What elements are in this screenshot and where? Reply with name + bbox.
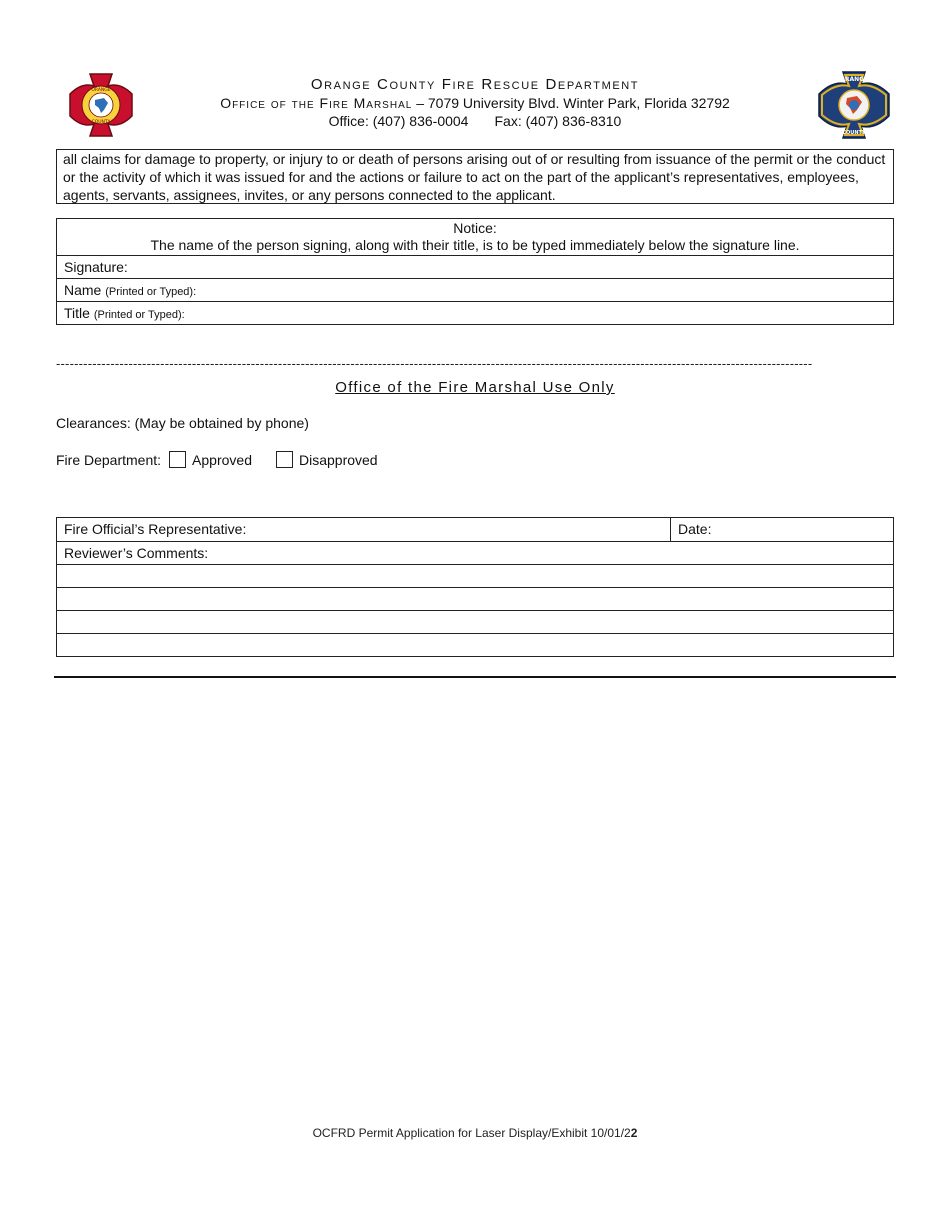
signature-label: Signature: bbox=[64, 259, 128, 275]
approved-label: Approved bbox=[192, 451, 252, 468]
left-logo-top-text: ORANGE bbox=[91, 88, 111, 93]
name-label: Name bbox=[64, 282, 102, 298]
fire-department-label: Fire Department: bbox=[56, 451, 162, 468]
footer-bold-digit: 2 bbox=[630, 1126, 638, 1140]
date-column-divider bbox=[670, 518, 671, 541]
fire-department-row bbox=[56, 451, 378, 468]
comments-line-3[interactable] bbox=[57, 610, 893, 633]
office-of-fire-marshal-label: Office of the Fire Marshal bbox=[220, 95, 413, 111]
claims-paragraph: all claims for damage to property, or injury to or death of persons arising out of or resulting from issuance of the permit or the conduct or the activity of which it was issued for and the actions or failure to act on the part of the applicant’s representatives, employees, agents, servants, assignees, invites, or any persons connected to the applicant. bbox=[56, 149, 894, 204]
representative-field[interactable]: Fire Official’s Representative: bbox=[64, 521, 247, 537]
comments-line-1[interactable] bbox=[57, 564, 893, 587]
approved-checkbox[interactable] bbox=[169, 451, 186, 468]
office-address: – 7079 University Blvd. Winter Park, Florida 32792 bbox=[412, 95, 730, 111]
comments-line-2[interactable] bbox=[57, 587, 893, 610]
contact-line bbox=[160, 113, 790, 129]
reviewer-table bbox=[56, 517, 894, 657]
signature-field[interactable] bbox=[57, 255, 893, 278]
office-use-only-heading: Office of the Fire Marshal Use Only bbox=[335, 379, 615, 396]
fire-rescue-county-logo bbox=[817, 70, 891, 140]
reviewer-comments-label: Reviewer’s Comments: bbox=[64, 545, 209, 561]
representative-row bbox=[57, 518, 893, 541]
notice-block bbox=[57, 220, 893, 254]
date-field[interactable]: Date: bbox=[678, 521, 712, 537]
signature-section bbox=[56, 218, 894, 325]
cut-line-divider: ----------------------------------------------------------------------------------------------------------------------------------------------------------------------- bbox=[56, 356, 813, 371]
comments-label-row bbox=[57, 541, 893, 564]
notice-text: The name of the person signing, along with their title, is to be typed immediately below the signature line. bbox=[150, 237, 800, 253]
footer-form-id: OCFRD Permit Application for Laser Display/Exhibit 10/01/22 bbox=[312, 1126, 638, 1140]
name-printed-note: (Printed or Typed): bbox=[105, 286, 197, 298]
orange-county-fire-logo bbox=[68, 72, 134, 138]
department-title: Orange County Fire Rescue Department bbox=[310, 76, 640, 93]
comments-line-4[interactable] bbox=[57, 633, 893, 656]
name-field[interactable] bbox=[57, 278, 893, 301]
title-field[interactable] bbox=[57, 301, 893, 324]
notice-heading: Notice: bbox=[453, 220, 497, 236]
disapproved-label: Disapproved bbox=[298, 451, 378, 468]
section-end-rule bbox=[54, 676, 896, 678]
right-logo-top-text: ORANGE bbox=[839, 76, 869, 83]
right-logo-bottom-text: COUNTY bbox=[842, 130, 866, 136]
fax-number: Fax: (407) 836-8310 bbox=[494, 113, 622, 129]
title-label: Title bbox=[64, 305, 90, 321]
disapproved-checkbox[interactable] bbox=[276, 451, 293, 468]
clearances-label: Clearances: (May be obtained by phone) bbox=[56, 415, 309, 431]
left-logo-bottom-text: COUNTY bbox=[91, 120, 111, 125]
office-phone: Office: (407) 836-0004 bbox=[328, 113, 469, 129]
office-address-line bbox=[160, 95, 790, 111]
title-printed-note: (Printed or Typed): bbox=[93, 309, 185, 321]
